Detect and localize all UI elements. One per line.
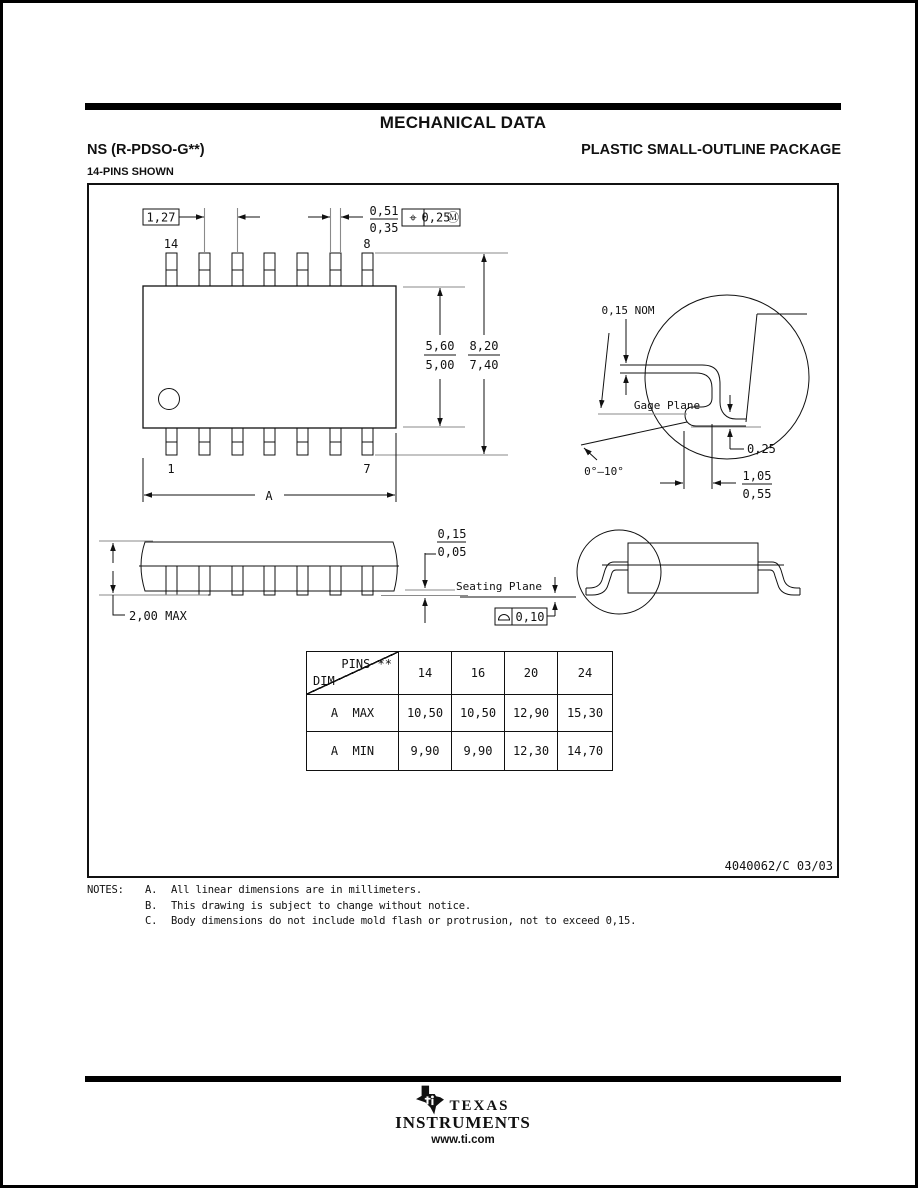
footer-divider: [85, 1076, 841, 1082]
dimension-table: [306, 651, 613, 771]
seating-plane-symbol-icon: [499, 615, 510, 621]
tip-to-gage-value: 0,25: [747, 442, 776, 456]
corner-pins-label: PINS **: [341, 657, 392, 671]
ti-texas-icon: [416, 1085, 444, 1116]
body-edge: [746, 314, 757, 422]
body-width-max: 5,60: [425, 339, 455, 353]
body-width-dimension: [403, 287, 465, 427]
pin-number-14: 14: [163, 237, 179, 251]
note-row: [87, 914, 807, 930]
table-cell: 12,90: [505, 695, 558, 732]
gage-plane-label: Gage Plane: [633, 399, 701, 412]
row-label: A MIN: [307, 732, 399, 770]
foot-length-max: 1,05: [742, 469, 772, 483]
pitch-dimension: [143, 208, 260, 253]
table-corner-cell: [307, 652, 399, 695]
lead-detail-view: [581, 295, 809, 501]
pins-shown-label: 14-PINS SHOWN: [87, 166, 174, 178]
standoff-dimension: [381, 527, 468, 623]
lead-width-dimension: [308, 204, 398, 253]
true-position-value: 0,25: [421, 210, 451, 225]
lead-width-min: 0,35: [369, 221, 399, 235]
true-position-frame: [402, 209, 460, 226]
true-position-icon: ⌖: [409, 211, 417, 226]
package-code: NS (R-PDSO-G**): [87, 142, 205, 158]
note-text: This drawing is subject to change without notice.: [171, 899, 471, 912]
top-pin-row: [166, 253, 373, 286]
table-cell: 10,50: [452, 695, 505, 732]
pitch-value: 1,27: [146, 210, 176, 225]
standoff-min: 0,05: [437, 545, 467, 559]
flatness-value: 0,10: [515, 610, 545, 624]
mmc-modifier-icon: Ⓜ: [446, 210, 460, 225]
bottom-pin-row: [166, 428, 373, 455]
note-text: All linear dimensions are in millimeters.: [171, 884, 422, 896]
package-body-end-view: [628, 543, 758, 593]
note-letter: C.: [145, 915, 158, 927]
side-view: [99, 527, 468, 623]
lead-thickness-label: 0,15 NOM: [601, 304, 655, 317]
length-dim-label: A: [265, 489, 273, 503]
table-cell: 10,50: [399, 695, 452, 732]
max-height-value: 2,00 MAX: [129, 609, 187, 623]
table-cell: 9,90: [452, 732, 505, 770]
table-cell: 14,70: [566, 744, 604, 758]
brand-name-top: TEXAS: [449, 1098, 510, 1114]
notes-heading: NOTES:: [87, 884, 124, 896]
col-header: 24: [558, 652, 612, 695]
lead-span-max: 8,20: [469, 339, 499, 353]
pin-number-8: 8: [363, 237, 371, 251]
end-view: [577, 530, 800, 614]
package-drawing: [87, 183, 839, 878]
corner-dim-label: DIM: [313, 674, 335, 688]
seating-plane-label: Seating Plane: [455, 580, 543, 593]
col-header: 16: [452, 652, 505, 695]
lead-width-max: 0,51: [369, 204, 399, 218]
package-type: PLASTIC SMALL-OUTLINE PACKAGE: [581, 142, 841, 158]
ti-logo: [387, 1085, 539, 1146]
note-letter: A.: [145, 884, 158, 896]
note-row: [87, 883, 807, 899]
foot-length-min: 0,55: [742, 487, 772, 501]
note-row: [87, 899, 807, 915]
height-dimension: [99, 541, 208, 623]
body-width-min: 5,00: [425, 358, 455, 372]
pin-number-7: 7: [363, 462, 371, 476]
detail-balloon: [645, 295, 809, 459]
lead-angle-line: [581, 422, 687, 445]
table-cell: 12,30: [505, 732, 558, 770]
right-lead: [758, 562, 800, 595]
top-view: [143, 204, 508, 503]
length-dimension: [143, 433, 396, 503]
notes-section: [87, 883, 807, 930]
drawing-number: 4040062/C 03/03: [724, 859, 833, 873]
flatness-frame: [495, 608, 547, 625]
lead-angle-value: 0°–10°: [584, 465, 624, 478]
lead-balloon: [577, 530, 661, 614]
table-cell: 9,90: [399, 732, 452, 770]
page-title: MECHANICAL DATA: [379, 113, 547, 132]
left-lead: [586, 562, 628, 595]
lead-span-min: 7,40: [469, 358, 499, 372]
table-cell: 15,30: [558, 695, 612, 732]
seating-plane-detail: [456, 530, 800, 625]
row-label: A MAX: [307, 695, 399, 732]
ti-url-link[interactable]: www.ti.com: [431, 1134, 495, 1146]
header-divider: [85, 103, 841, 110]
standoff-max: 0,15: [437, 527, 467, 541]
pin-number-1: 1: [167, 462, 175, 476]
brand-name-bottom: INSTRUMENTS: [395, 1113, 531, 1132]
package-body-top-view: [143, 286, 396, 428]
note-letter: B.: [145, 899, 158, 912]
col-header: 20: [505, 652, 558, 695]
col-header: 14: [399, 652, 452, 695]
note-text: Body dimensions do not include mold flash or protrusion, not to exceed 0,15.: [171, 915, 637, 927]
